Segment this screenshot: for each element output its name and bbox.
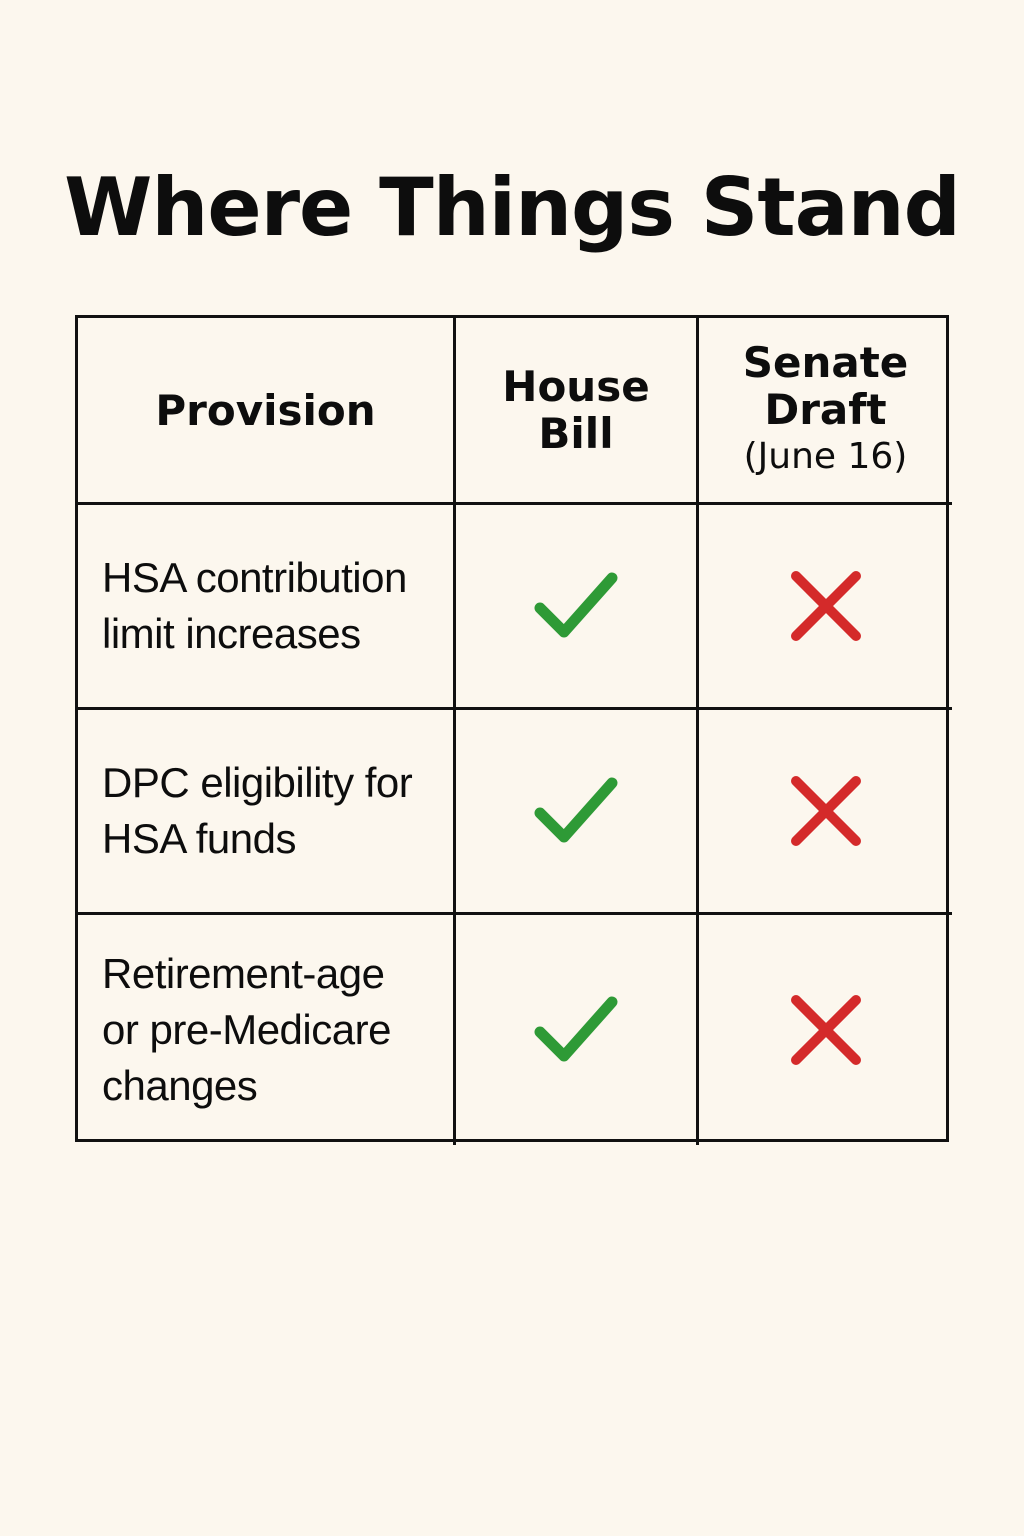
cross-icon — [790, 570, 862, 642]
provision-text: HSA funds — [102, 815, 296, 862]
header-senate-date: (June 16) — [743, 436, 908, 477]
cross-icon — [790, 994, 862, 1066]
check-icon — [534, 570, 618, 642]
provision-text: limit increases — [102, 610, 361, 657]
header-provision — [78, 318, 456, 505]
provision-text: changes — [102, 1062, 258, 1109]
house-status-cell-2 — [456, 710, 699, 915]
house-status-cell-3 — [456, 915, 699, 1145]
page-title: Where Things Stand — [64, 161, 960, 254]
header-house-line1: House — [502, 362, 650, 411]
provision-text: DPC eligibility for — [102, 759, 413, 806]
senate-status-cell-2 — [699, 710, 952, 915]
provision-text: or pre-Medicare — [102, 1006, 391, 1053]
header-house-bill — [456, 318, 699, 505]
provision-text: Retirement-age — [102, 950, 385, 997]
senate-status-cell-3 — [699, 915, 952, 1145]
comparison-table — [75, 315, 949, 1142]
header-provision-label: Provision — [155, 385, 376, 435]
header-senate-draft — [699, 318, 952, 505]
check-icon — [534, 994, 618, 1066]
provision-cell-3 — [78, 915, 456, 1145]
provision-cell-2 — [78, 710, 456, 915]
senate-status-cell-1 — [699, 505, 952, 710]
cross-icon — [790, 775, 862, 847]
header-house-line2: Bill — [538, 409, 614, 458]
header-senate-line1: Senate — [742, 338, 909, 387]
provision-text: HSA contribution — [102, 554, 407, 601]
check-icon — [534, 775, 618, 847]
house-status-cell-1 — [456, 505, 699, 710]
provision-cell-1 — [78, 505, 456, 710]
header-senate-line2: Draft — [764, 385, 887, 434]
